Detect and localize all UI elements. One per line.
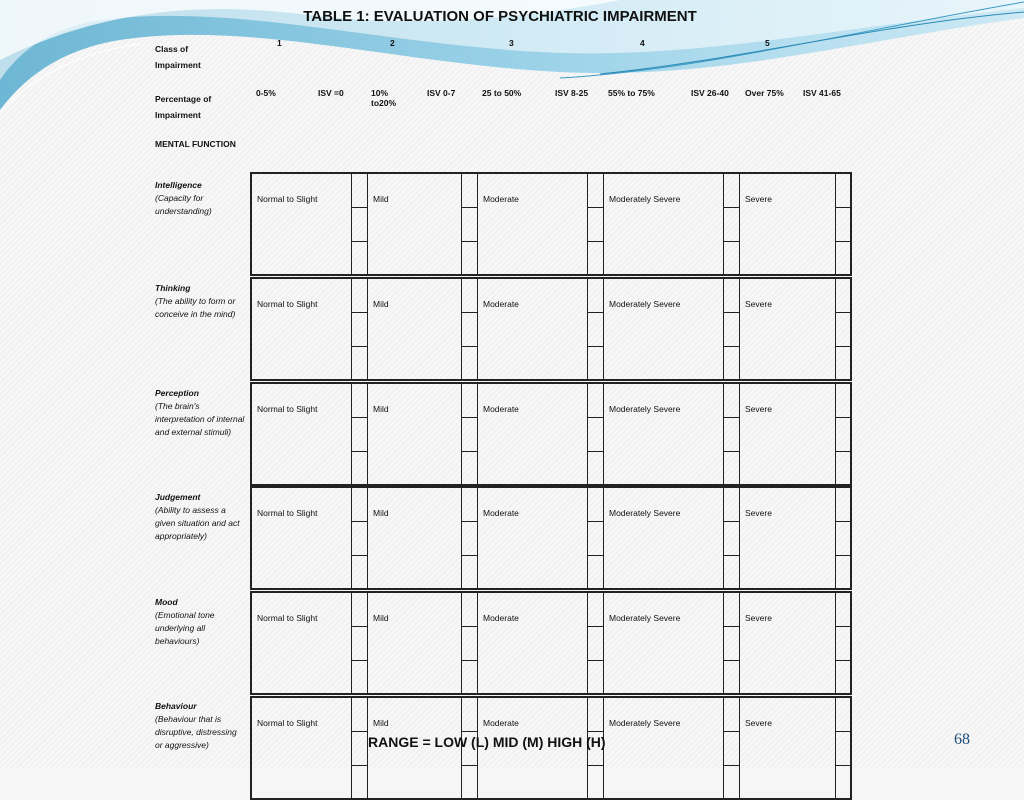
severity-label: Mild (373, 613, 389, 623)
row-label-description: behaviours) (155, 636, 200, 646)
rating-box-divider (588, 417, 603, 418)
severity-label: Moderate (483, 194, 519, 204)
rating-box[interactable] (462, 488, 478, 588)
severity-cell (368, 593, 462, 693)
grid-row-thinking (250, 277, 852, 381)
rating-box[interactable] (836, 593, 852, 693)
severity-cell (604, 698, 724, 798)
rating-box-divider (352, 241, 367, 242)
rating-box-divider (462, 241, 477, 242)
row-label-description: (The ability to form or (155, 296, 236, 306)
rating-box-divider (352, 555, 367, 556)
rating-box-divider (588, 765, 603, 766)
severity-label: Mild (373, 508, 389, 518)
severity-label: Normal to Slight (257, 299, 318, 309)
rating-box-divider (352, 451, 367, 452)
class-number-5: 5 (765, 38, 770, 48)
rating-box[interactable] (724, 174, 740, 274)
row-label-title: Mood (155, 597, 178, 607)
severity-label: Mild (373, 718, 389, 728)
rating-box-divider (462, 660, 477, 661)
severity-label: Moderately Severe (609, 194, 681, 204)
rating-box-divider (724, 660, 739, 661)
row-label-title: Behaviour (155, 701, 197, 711)
rating-box[interactable] (352, 698, 368, 798)
row-label-judgement (155, 491, 247, 543)
rating-box-divider (836, 765, 851, 766)
rating-box-divider (836, 626, 851, 627)
severity-label: Moderately Severe (609, 508, 681, 518)
isv-1: ISV =0 (318, 88, 344, 98)
row-label-behaviour (155, 700, 247, 752)
range-legend: RANGE = LOW (L) MID (M) HIGH (H) (368, 734, 606, 750)
row-label-description: disruptive, distressing (155, 727, 237, 737)
severity-label: Moderately Severe (609, 613, 681, 623)
rating-box-divider (724, 417, 739, 418)
rating-box-divider (588, 555, 603, 556)
row-label-description: interpretation of internal (155, 414, 245, 424)
rating-box-divider (462, 346, 477, 347)
rating-box-divider (588, 241, 603, 242)
rating-box-divider (462, 312, 477, 313)
rating-box-divider (724, 765, 739, 766)
rating-box-divider (836, 451, 851, 452)
row-label-description: (Capacity for (155, 193, 204, 203)
rating-box[interactable] (836, 384, 852, 484)
class-number-4: 4 (640, 38, 645, 48)
rating-box[interactable] (588, 384, 604, 484)
severity-cell (478, 593, 588, 693)
row-label-description: (Emotional tone (155, 610, 215, 620)
rating-box[interactable] (724, 593, 740, 693)
rating-box[interactable] (352, 174, 368, 274)
severity-cell (740, 384, 836, 484)
rating-box[interactable] (724, 279, 740, 379)
severity-label: Normal to Slight (257, 404, 318, 414)
rating-box-divider (836, 731, 851, 732)
severity-cell (478, 279, 588, 379)
row-label-description: (The brain's (155, 401, 200, 411)
grid-row-intelligence (250, 172, 852, 276)
rating-box[interactable] (352, 279, 368, 379)
severity-label: Moderate (483, 613, 519, 623)
severity-label: Moderate (483, 508, 519, 518)
severity-label: Mild (373, 404, 389, 414)
rating-box-divider (462, 521, 477, 522)
isv-2: ISV 0-7 (427, 88, 456, 98)
severity-label: Moderately Severe (609, 404, 681, 414)
rating-box-divider (462, 765, 477, 766)
severity-cell (368, 279, 462, 379)
rating-box-divider (588, 626, 603, 627)
rating-box-divider (352, 417, 367, 418)
row-label-title: Perception (155, 388, 199, 398)
rating-box-divider (724, 346, 739, 347)
rating-box-divider (588, 731, 603, 732)
grid-row-perception (250, 382, 852, 486)
rating-box[interactable] (836, 279, 852, 379)
rating-box-divider (724, 451, 739, 452)
isv-5: ISV 41-65 (803, 88, 841, 98)
severity-cell (740, 593, 836, 693)
percentage-range-3: 25 to 50% (482, 88, 522, 98)
rating-box[interactable] (352, 488, 368, 588)
rating-box[interactable] (588, 174, 604, 274)
row-label-intelligence (155, 179, 247, 218)
rating-box-divider (724, 731, 739, 732)
severity-label: Normal to Slight (257, 508, 318, 518)
page-title: TABLE 1: EVALUATION OF PSYCHIATRIC IMPAIRMENT (303, 8, 697, 25)
severity-label: Severe (745, 194, 772, 204)
row-label-description: conceive in the mind) (155, 309, 236, 319)
rating-box-divider (352, 521, 367, 522)
rating-box[interactable] (724, 384, 740, 484)
severity-cell (604, 488, 724, 588)
rating-box[interactable] (462, 384, 478, 484)
rating-box-divider (588, 521, 603, 522)
severity-label: Normal to Slight (257, 718, 318, 728)
row-label-title: Thinking (155, 283, 191, 293)
rating-box[interactable] (836, 698, 852, 798)
severity-cell (368, 488, 462, 588)
rating-box-divider (724, 207, 739, 208)
rating-box-divider (836, 417, 851, 418)
severity-label: Mild (373, 194, 389, 204)
rating-box-divider (352, 312, 367, 313)
severity-label: Severe (745, 404, 772, 414)
isv-3: ISV 8-25 (555, 88, 589, 98)
class-number-3: 3 (509, 38, 514, 48)
grid-row-mood (250, 591, 852, 695)
percentage-range-1: 0-5% (256, 88, 276, 98)
severity-label: Moderate (483, 718, 519, 728)
severity-label: Normal to Slight (257, 613, 318, 623)
severity-label: Severe (745, 508, 772, 518)
row-label-perception (155, 387, 247, 439)
percentage-range-2: 10% to20% (371, 88, 397, 108)
rating-box[interactable] (836, 174, 852, 274)
percentage-label: Percentage of Impairment (155, 94, 212, 120)
rating-box-divider (836, 521, 851, 522)
row-label-description: (Behaviour that is (155, 714, 222, 724)
rating-box[interactable] (352, 384, 368, 484)
severity-cell (740, 488, 836, 588)
row-label-description: or aggressive) (155, 740, 209, 750)
row-label-thinking (155, 282, 247, 321)
rating-box[interactable] (724, 488, 740, 588)
rating-box-divider (836, 555, 851, 556)
rating-box-divider (724, 626, 739, 627)
row-label-description: (Ability to assess a (155, 505, 226, 515)
rating-box[interactable] (588, 488, 604, 588)
severity-cell (252, 279, 352, 379)
severity-cell (478, 488, 588, 588)
class-number-1: 1 (277, 38, 282, 48)
rating-box-divider (462, 207, 477, 208)
severity-label: Severe (745, 299, 772, 309)
page-number: 68 (954, 731, 970, 748)
rating-box-divider (462, 555, 477, 556)
severity-cell (604, 593, 724, 693)
severity-label: Moderate (483, 404, 519, 414)
row-label-description: understanding) (155, 206, 212, 216)
rating-box-divider (462, 417, 477, 418)
severity-cell (252, 698, 352, 798)
rating-box-divider (724, 241, 739, 242)
severity-cell (604, 384, 724, 484)
severity-label: Moderately Severe (609, 299, 681, 309)
class-number-2: 2 (390, 38, 395, 48)
rating-box[interactable] (462, 593, 478, 693)
severity-cell (368, 384, 462, 484)
severity-label: Severe (745, 613, 772, 623)
rating-box-divider (352, 731, 367, 732)
rating-box[interactable] (836, 488, 852, 588)
rating-box[interactable] (352, 593, 368, 693)
rating-box-divider (352, 626, 367, 627)
severity-cell (740, 279, 836, 379)
class-label: Class of Impairment (155, 44, 201, 70)
severity-cell (478, 384, 588, 484)
severity-cell (478, 174, 588, 274)
row-label-description: appropriately) (155, 531, 207, 541)
severity-cell (740, 174, 836, 274)
severity-cell (252, 488, 352, 588)
rating-box-divider (462, 731, 477, 732)
rating-box-divider (352, 346, 367, 347)
rating-box[interactable] (724, 698, 740, 798)
rating-box-divider (588, 346, 603, 347)
severity-label: Mild (373, 299, 389, 309)
grid-row-judgement (250, 486, 852, 590)
severity-cell (252, 174, 352, 274)
severity-label: Moderate (483, 299, 519, 309)
rating-box-divider (836, 207, 851, 208)
severity-cell (604, 279, 724, 379)
rating-box-divider (836, 241, 851, 242)
severity-cell (252, 384, 352, 484)
rating-box-divider (588, 660, 603, 661)
percentage-range-4: 55% to 75% (608, 88, 655, 98)
severity-cell (604, 174, 724, 274)
severity-cell (740, 698, 836, 798)
rating-box-divider (836, 312, 851, 313)
percentage-range-5: Over 75% (745, 88, 784, 98)
rating-box-divider (724, 521, 739, 522)
row-label-title: Intelligence (155, 180, 202, 190)
rating-box[interactable] (462, 174, 478, 274)
severity-label: Normal to Slight (257, 194, 318, 204)
severity-cell (252, 593, 352, 693)
rating-box-divider (462, 626, 477, 627)
row-label-description: given situation and act (155, 518, 240, 528)
row-label-description: and external stimuli) (155, 427, 232, 437)
severity-label: Moderately Severe (609, 718, 681, 728)
rating-box[interactable] (588, 593, 604, 693)
rating-box-divider (836, 660, 851, 661)
row-label-title: Judgement (155, 492, 201, 502)
rating-box[interactable] (588, 279, 604, 379)
isv-4: ISV 26-40 (691, 88, 729, 98)
section-heading: MENTAL FUNCTION (155, 139, 236, 149)
row-label-description: underlying all (155, 623, 206, 633)
rating-box-divider (588, 207, 603, 208)
rating-box-divider (836, 346, 851, 347)
rating-box-divider (588, 312, 603, 313)
rating-box-divider (462, 451, 477, 452)
rating-box-divider (352, 660, 367, 661)
rating-box-divider (724, 555, 739, 556)
rating-box-divider (724, 312, 739, 313)
rating-box[interactable] (462, 279, 478, 379)
row-label-mood (155, 596, 247, 648)
rating-box-divider (352, 765, 367, 766)
severity-label: Severe (745, 718, 772, 728)
rating-box-divider (588, 451, 603, 452)
severity-cell (368, 174, 462, 274)
rating-box-divider (352, 207, 367, 208)
